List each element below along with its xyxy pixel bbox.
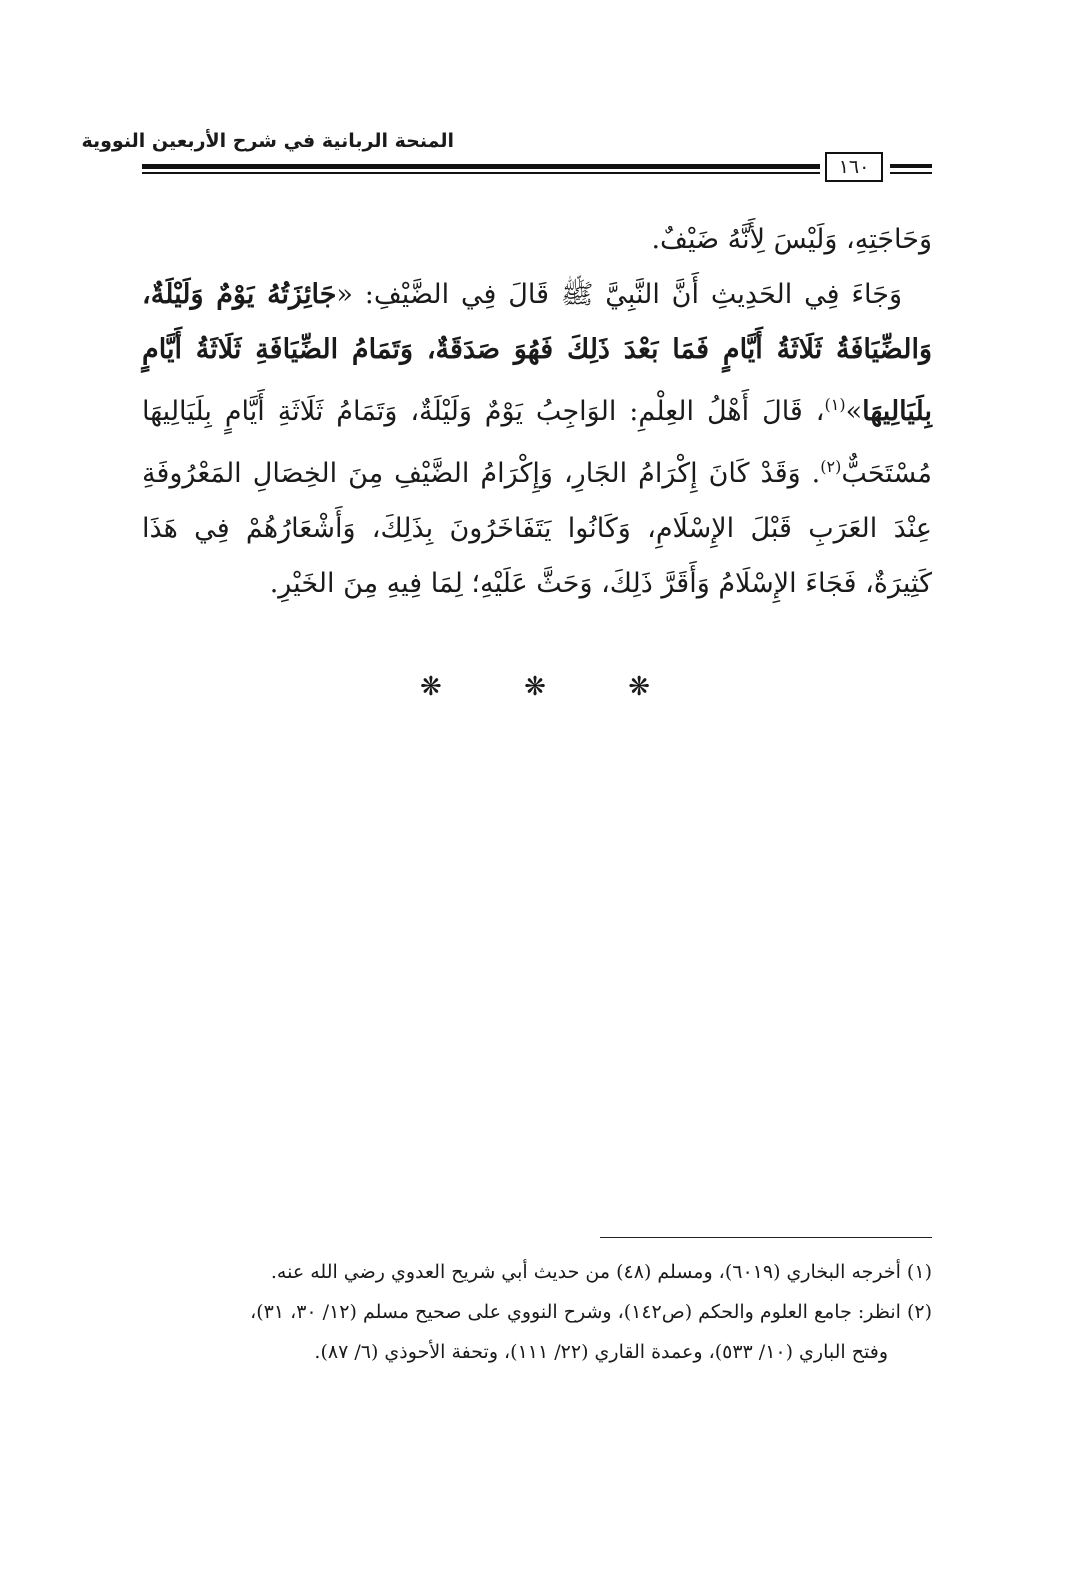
hadith-close-quote: » xyxy=(845,396,863,427)
asterism-icon: ❋ xyxy=(524,672,546,702)
header-rule xyxy=(142,164,820,169)
paragraph-1-text: وَحَاجَتِهِ، وَلَيْسَ لِأَنَّهُ ضَيْفٌ. xyxy=(651,224,932,255)
paragraph-1 xyxy=(142,212,932,267)
page-number-rule xyxy=(890,164,932,168)
hadith-intro: وَجَاءَ فِي الحَدِيثِ أَنَّ النَّبِيَّ ﷺ قَالَ فِي الضَّيْفِ: « xyxy=(336,279,902,310)
hadith-quote: جَائِزَتُهُ يَوْمٌ وَلَيْلَةٌ، وَالضِّيَافَةُ ثَلَاثَةُ أَيَّامٍ فَمَا بَعْدَ ذَلِكَ فَهُوَ صَدَقَةٌ، وَتَمَامُ الضِّيَافَةِ ثَلَاثَةُ أَيَّامٍ بِلَيَالِيهَا xyxy=(142,279,932,427)
header-rule-thin xyxy=(142,172,820,174)
footnotes xyxy=(142,1252,932,1372)
footnote-divider xyxy=(600,1237,932,1238)
footnote-2-continued: وفتح الباري (١٠/ ٥٣٣)، وعمدة القاري (٢٢/ ١١١)، وتحفة الأحوذي (٦/ ٨٧). xyxy=(314,1341,888,1363)
footnote-2: (٢) انظر: جامع العلوم والحكم (ص١٤٢)، وشرح النووي على صحيح مسلم (١٢/ ٣٠، ٣١)، xyxy=(250,1301,932,1323)
paragraph-2 xyxy=(142,267,932,611)
asterism-icon: ❋ xyxy=(420,672,442,702)
page-number-rule-thin xyxy=(890,172,932,174)
page-header xyxy=(81,128,932,184)
footnote-ref-2[interactable]: (٢) xyxy=(820,457,842,476)
running-title: المنحة الربانية في شرح الأربعين النووية xyxy=(81,130,454,152)
scholars-commentary: ، قَالَ أَهْلُ العِلْمِ: الوَاجِبُ يَوْمٌ وَلَيْلَةٌ، وَتَمَامُ ثَلَاثَةِ أَيَّامٍ بِلَيَالِيهَا مُسْتَحَبٌّ xyxy=(142,396,932,489)
page-number: ١٦٠ xyxy=(825,152,883,182)
footnote-ref-1[interactable]: (١) xyxy=(824,395,846,414)
asterism-icon: ❋ xyxy=(628,672,650,702)
footnote-1: (١) أخرجه البخاري (٦٠١٩)، ومسلم (٤٨) من حديث أبي شريح العدوي رضي الله عنه. xyxy=(270,1261,932,1283)
section-separator xyxy=(420,672,650,702)
paragraph-2-end: . وَقَدْ كَانَ إِكْرَامُ الجَارِ، وَإِكْرَامُ الضَّيْفِ مِنَ الخِصَالِ المَعْرُوفَةِ عِنْدَ العَرَبِ قَبْلَ الإِسْلَامِ، وَكَانُوا يَتَفَاخَرُونَ بِذَلِكَ، وَأَشْعَارُهُمْ فِي هَذَا كَثِيرَةٌ، فَجَاءَ الإِسْلَامُ وَأَقَرَّ ذَلِكَ، وَحَثَّ عَلَيْهِ؛ لِمَا فِيهِ مِنَ الخَيْرِ. xyxy=(142,458,932,599)
main-text xyxy=(142,212,932,611)
